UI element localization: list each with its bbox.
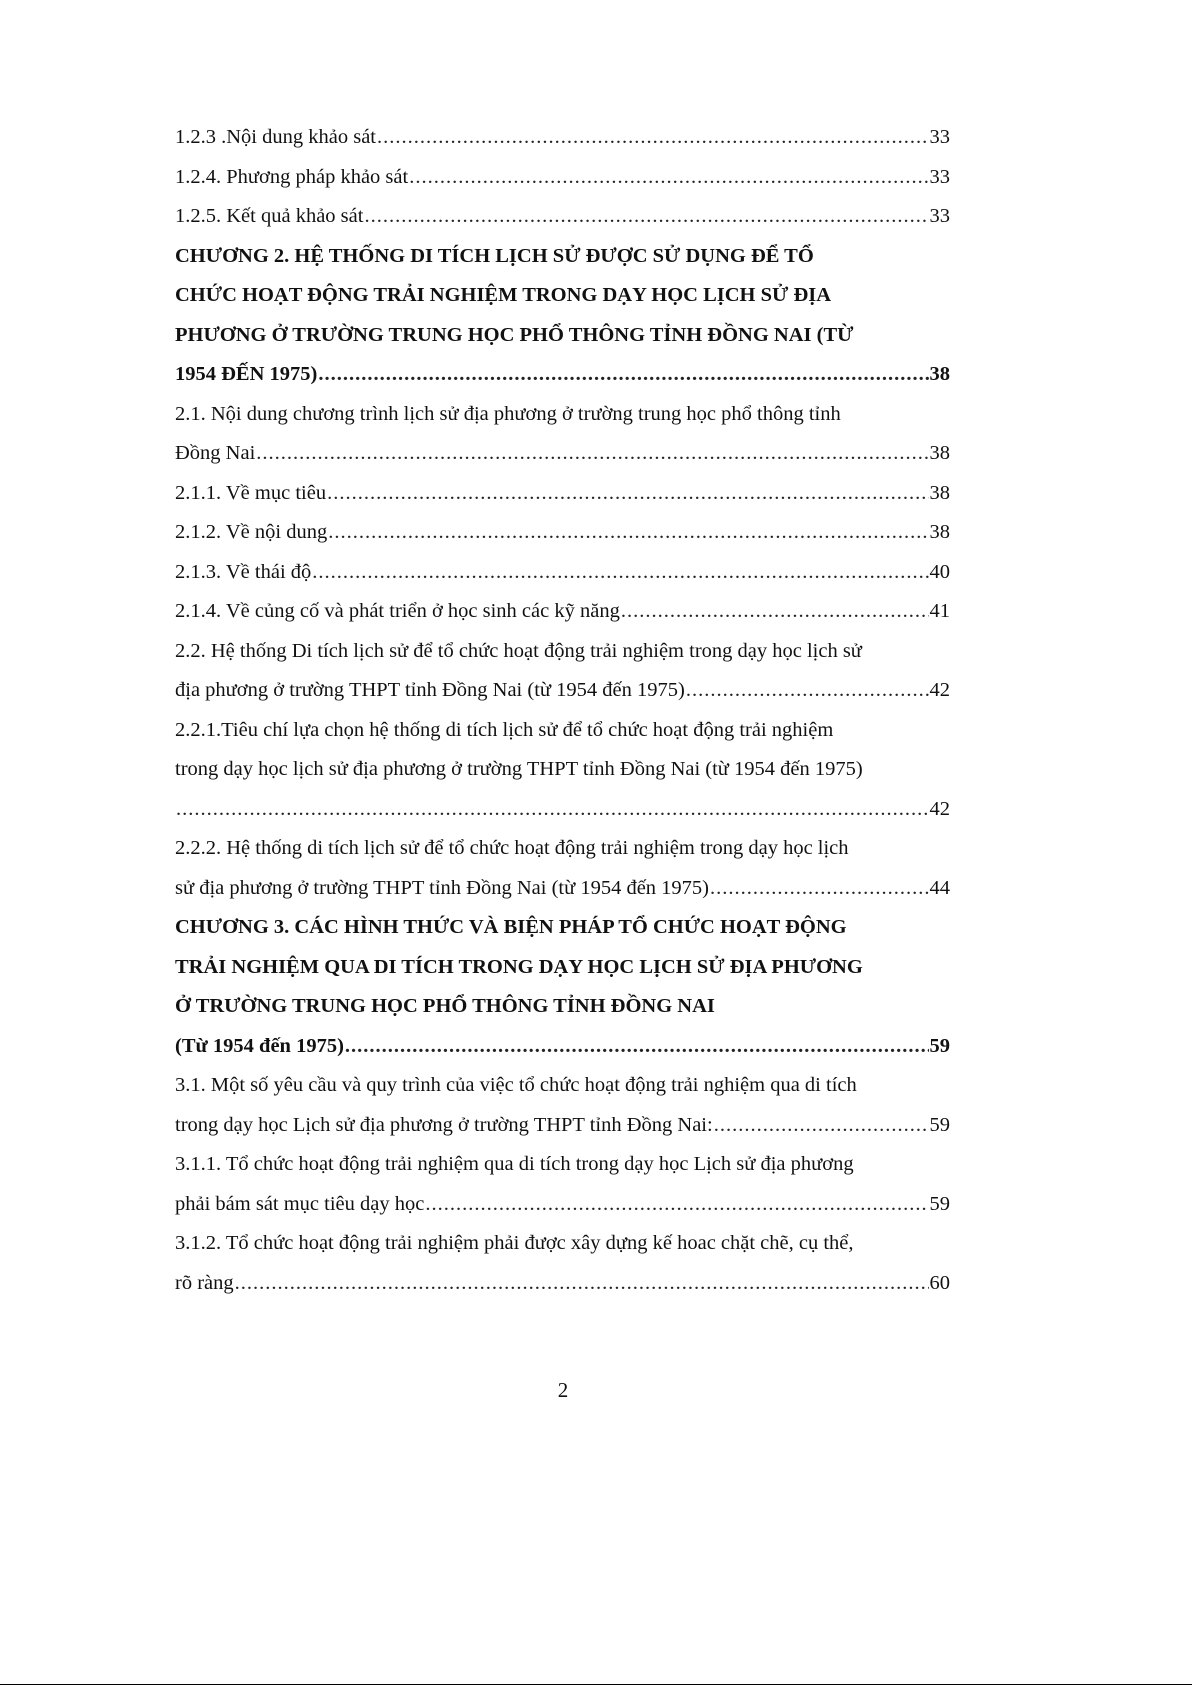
toc-entry-title: 1954 ĐẾN 1975) bbox=[175, 363, 318, 385]
toc-entry-title: 1.2.3 .Nội dung khảo sát bbox=[175, 126, 376, 148]
toc-entry-title: 2.1.1. Về mục tiêu bbox=[175, 481, 327, 504]
toc-entry-title: rõ ràng bbox=[175, 1271, 234, 1294]
toc-entry[interactable] bbox=[175, 474, 950, 514]
dot-leader bbox=[328, 513, 928, 553]
dot-leader bbox=[409, 158, 928, 198]
dot-leader bbox=[425, 1185, 928, 1225]
toc-entry-final-line bbox=[175, 513, 950, 553]
toc-entry[interactable] bbox=[175, 829, 950, 908]
toc-entry-final-line bbox=[175, 553, 950, 593]
toc-entry[interactable] bbox=[175, 118, 950, 158]
toc-page-number: 59 bbox=[929, 1113, 950, 1136]
toc-entry-final-line bbox=[175, 1264, 950, 1304]
page-number: 2 bbox=[557, 1378, 569, 1402]
dot-leader bbox=[377, 118, 929, 158]
toc-entry[interactable] bbox=[175, 197, 950, 237]
toc-entry-final-line bbox=[175, 1027, 950, 1067]
toc-page-number: 59 bbox=[929, 1192, 950, 1215]
toc-entry-line: 3.1.2. Tổ chức hoạt động trải nghiệm phải được xây dựng kế hoac chặt chẽ, cụ thể, bbox=[175, 1232, 854, 1254]
toc-entry-line: 2.1. Nội dung chương trình lịch sử địa phương ở trường trung học phổ thông tỉnh bbox=[175, 402, 841, 425]
toc-page-number: 38 bbox=[929, 363, 950, 385]
toc-entry-title: 1.2.4. Phương pháp khảo sát bbox=[175, 165, 409, 188]
toc-entry-title: 2.1.3. Về thái độ bbox=[175, 560, 312, 583]
toc-page-number: 38 bbox=[929, 442, 950, 464]
toc-entry[interactable] bbox=[175, 513, 950, 553]
toc-entry-final-line bbox=[175, 671, 950, 711]
dot-leader bbox=[621, 592, 929, 632]
toc-entry-final-line bbox=[175, 474, 950, 514]
dot-leader bbox=[235, 1264, 929, 1304]
toc-entry-title: 2.1.4. Về củng cố và phát triển ở học sinh các kỹ năng bbox=[175, 600, 620, 622]
toc-entry-line: 3.1.1. Tổ chức hoạt động trải nghiệm qua di tích trong dạy học Lịch sử địa phương bbox=[175, 1153, 854, 1175]
toc-entry-title: phải bám sát mục tiêu dạy học bbox=[175, 1192, 425, 1215]
toc-entry-line: CHỨC HOẠT ĐỘNG TRẢI NGHIỆM TRONG DẠY HỌC LỊCH SỬ ĐỊA bbox=[175, 284, 832, 306]
toc-entry-final-line bbox=[175, 1185, 950, 1225]
dot-leader bbox=[256, 434, 928, 474]
toc-entry-final-line bbox=[175, 592, 950, 632]
toc-entry[interactable] bbox=[175, 711, 950, 830]
toc-page-number: 44 bbox=[929, 876, 950, 899]
toc-page-number: 38 bbox=[929, 521, 950, 543]
dot-leader bbox=[714, 1106, 929, 1146]
dot-leader bbox=[345, 1027, 929, 1067]
toc-entry[interactable] bbox=[175, 592, 950, 632]
table-of-contents bbox=[175, 118, 950, 1303]
toc-entry-title: 2.1.2. Về nội dung bbox=[175, 521, 328, 543]
toc-page-number: 33 bbox=[929, 205, 950, 227]
toc-page-number: 59 bbox=[929, 1034, 950, 1057]
toc-entry-title: sử địa phương ở trường THPT tỉnh Đồng Nai (từ 1954 đến 1975) bbox=[175, 876, 710, 899]
toc-entry-final-line bbox=[175, 118, 950, 158]
toc-entry-line: CHƯƠNG 3. CÁC HÌNH THỨC VÀ BIỆN PHÁP TỔ CHỨC HOẠT ĐỘNG bbox=[175, 916, 847, 938]
toc-entry[interactable] bbox=[175, 553, 950, 593]
toc-page-number: 33 bbox=[929, 165, 950, 188]
toc-page-number: 42 bbox=[929, 797, 950, 820]
toc-page-number: 42 bbox=[929, 679, 950, 701]
toc-entry-title: 1.2.5. Kết quả khảo sát bbox=[175, 205, 364, 227]
dot-leader bbox=[176, 790, 929, 830]
toc-entry-line: 2.2.1.Tiêu chí lựa chọn hệ thống di tích lịch sử để tổ chức hoạt động trải nghiệm bbox=[175, 718, 834, 741]
toc-entry[interactable] bbox=[175, 395, 950, 474]
toc-entry-line: trong dạy học lịch sử địa phương ở trường THPT tỉnh Đồng Nai (từ 1954 đến 1975) bbox=[175, 758, 863, 780]
toc-entry[interactable] bbox=[175, 158, 950, 198]
toc-entry-final-line bbox=[175, 197, 950, 237]
toc-page-number: 60 bbox=[929, 1271, 950, 1294]
toc-entry-title: Đồng Nai bbox=[175, 442, 256, 464]
toc-entry-final-line bbox=[175, 434, 950, 474]
toc-entry-line: Ở TRƯỜNG TRUNG HỌC PHỔ THÔNG TỈNH ĐỒNG NAI bbox=[175, 995, 715, 1017]
toc-entry-final-line bbox=[175, 1106, 950, 1146]
toc-entry-line: PHƯƠNG Ở TRƯỜNG TRUNG HỌC PHỔ THÔNG TỈNH ĐỒNG NAI (TỪ bbox=[175, 323, 854, 346]
toc-entry-title: địa phương ở trường THPT tỉnh Đồng Nai (từ 1954 đến 1975) bbox=[175, 679, 685, 701]
toc-entry-line: 2.2. Hệ thống Di tích lịch sử để tổ chức hoạt động trải nghiệm trong dạy học lịch sử bbox=[175, 639, 862, 662]
toc-page-number: 40 bbox=[929, 560, 950, 583]
dot-leader bbox=[318, 355, 928, 395]
toc-entry-title: (Từ 1954 đến 1975) bbox=[175, 1034, 344, 1057]
toc-entry-line: 3.1. Một số yêu cầu và quy trình của việc tổ chức hoạt động trải nghiệm qua di tích bbox=[175, 1074, 857, 1096]
toc-entry-final-line bbox=[175, 869, 950, 909]
dot-leader bbox=[364, 197, 928, 237]
toc-entry-final-line bbox=[175, 355, 950, 395]
toc-entry[interactable] bbox=[175, 1066, 950, 1145]
toc-entry[interactable] bbox=[175, 237, 950, 395]
toc-page-number: 41 bbox=[929, 600, 950, 622]
toc-entry[interactable] bbox=[175, 1145, 950, 1224]
dot-leader bbox=[710, 869, 928, 909]
toc-entry[interactable] bbox=[175, 632, 950, 711]
toc-entry-line: TRẢI NGHIỆM QUA DI TÍCH TRONG DẠY HỌC LỊCH SỬ ĐỊA PHƯƠNG bbox=[175, 955, 863, 978]
dot-leader bbox=[312, 553, 928, 593]
toc-entry-title: trong dạy học Lịch sử địa phương ở trường THPT tỉnh Đồng Nai: bbox=[175, 1113, 713, 1136]
dot-leader bbox=[686, 671, 929, 711]
toc-entry-line: CHƯƠNG 2. HỆ THỐNG DI TÍCH LỊCH SỬ ĐƯỢC SỬ DỤNG ĐỂ TỔ bbox=[175, 244, 814, 267]
toc-entry-final-line bbox=[175, 158, 950, 198]
toc-page-number: 38 bbox=[929, 481, 950, 504]
toc-entry[interactable] bbox=[175, 908, 950, 1066]
toc-entry[interactable] bbox=[175, 1224, 950, 1303]
dot-leader bbox=[327, 474, 928, 514]
toc-entry-final-line bbox=[175, 790, 950, 830]
toc-entry-line: 2.2.2. Hệ thống di tích lịch sử để tổ chức hoạt động trải nghiệm trong dạy học lịch bbox=[175, 837, 849, 859]
toc-page-number: 33 bbox=[929, 126, 950, 148]
